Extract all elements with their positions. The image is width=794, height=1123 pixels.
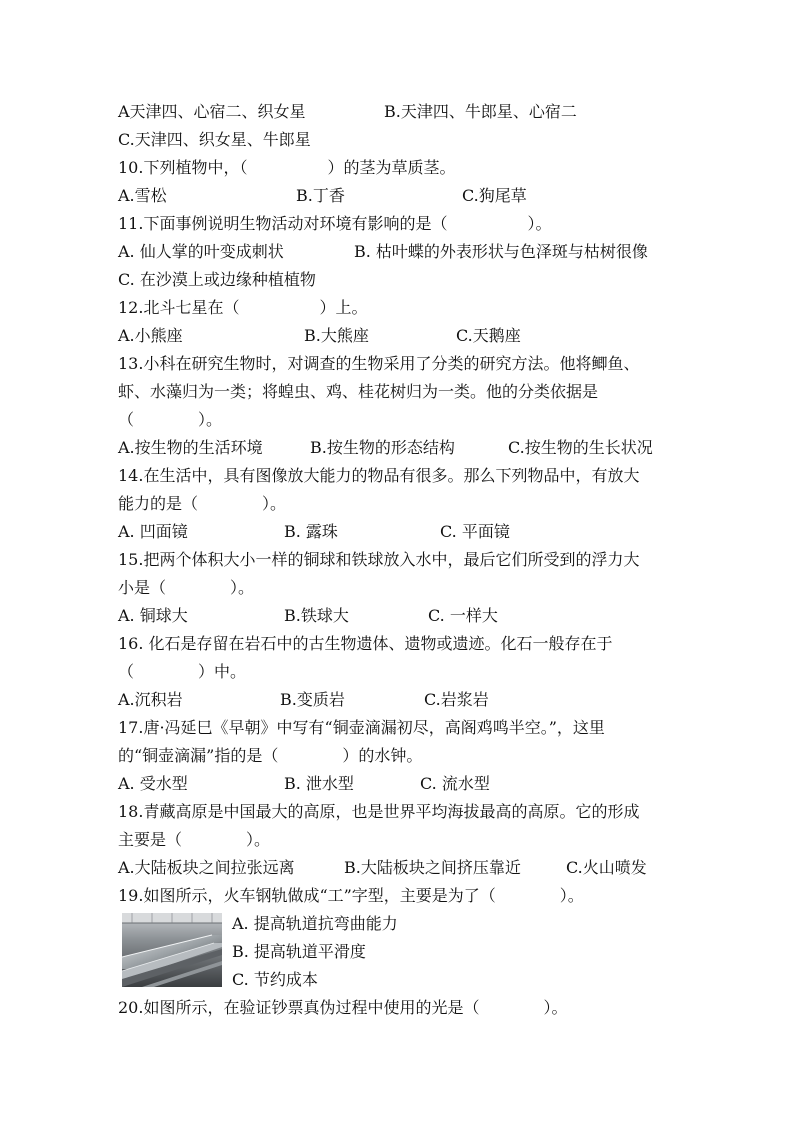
q18-stem-line-1: 18.青藏高原是中国最大的高原，也是世界平均海拔最高的高原。它的形成	[118, 802, 640, 821]
q11-stem: 11.下面事例说明生物活动对环境有影响的是（ ）。	[118, 214, 552, 233]
q9-option-c: C.天津四、织女星、牛郎星	[118, 130, 311, 149]
q18-option-a: A.大陆板块之间拉张远离	[118, 858, 295, 877]
q19-option-c: C. 节约成本	[232, 970, 318, 989]
q16-stem-line-2: （ ）中。	[118, 662, 247, 681]
q17-stem-line-2: 的“铜壶滴漏”指的是（ ）的水钟。	[118, 746, 423, 765]
q16-option-b: B.变质岩	[280, 690, 345, 709]
q15-option-c: C. 一样大	[428, 606, 498, 625]
q11-option-a: A. 仙人掌的叶变成刺状	[118, 242, 284, 261]
q17-option-b: B. 泄水型	[284, 774, 354, 793]
q18-option-b: B.大陆板块之间挤压靠近	[344, 858, 521, 877]
q9-option-a: A天津四、心宿二、织女星	[118, 102, 306, 121]
q11-option-c: C. 在沙漠上或边缘种植植物	[118, 270, 316, 289]
q16-option-a: A.沉积岩	[118, 690, 183, 709]
q12-stem: 12.北斗七星在（ ）上。	[118, 298, 368, 317]
q9-option-b: B.天津四、牛郎星、心宿二	[384, 102, 577, 121]
q15-stem-line-2: 小是（ ）。	[118, 578, 255, 597]
q19-option-b: B. 提高轨道平滑度	[232, 942, 366, 961]
q17-option-c: C. 流水型	[420, 774, 490, 793]
q15-stem-line-1: 15.把两个体积大小一样的铜球和铁球放入水中，最后它们所受到的浮力大	[118, 550, 640, 569]
q11-option-b: B. 枯叶蝶的外表形状与色泽斑与枯树很像	[354, 242, 648, 261]
q16-stem-line-1: 16. 化石是存留在岩石中的古生物遗体、遗物或遗迹。化石一般存在于	[118, 634, 613, 653]
q13-option-a: A.按生物的生活环境	[118, 438, 263, 457]
q15-option-a: A. 铜球大	[118, 606, 188, 625]
q14-option-a: A. 凹面镜	[118, 522, 188, 541]
q13-option-c: C.按生物的生长状况	[508, 438, 653, 457]
q10-stem: 10.下列植物中，（ ）的茎为草质茎。	[118, 158, 456, 177]
q13-stem-line-1: 13.小科在研究生物时，对调查的生物采用了分类的研究方法。他将鲫鱼、	[118, 354, 640, 373]
q17-stem-line-1: 17.唐·冯延巳《早朝》中写有“铜壶滴漏初尽，高阁鸡鸣半空。”，这里	[118, 718, 605, 737]
q10-option-c: C.狗尾草	[462, 186, 527, 205]
q18-stem-line-2: 主要是（ ）。	[118, 830, 271, 849]
q19-option-a: A. 提高轨道抗弯曲能力	[232, 914, 398, 933]
q13-stem-line-2: 虾、水藻归为一类；将蝗虫、鸡、桂花树归为一类。他的分类依据是	[118, 382, 599, 401]
q13-stem-line-3: （ ）。	[118, 410, 223, 429]
steel-rail-image	[122, 913, 222, 987]
q10-option-b: B.丁香	[296, 186, 345, 205]
q12-option-a: A.小熊座	[118, 326, 183, 345]
q14-option-c: C. 平面镜	[440, 522, 510, 541]
q12-option-b: B.大熊座	[304, 326, 369, 345]
q17-option-a: A. 受水型	[118, 774, 188, 793]
q13-option-b: B.按生物的形态结构	[310, 438, 455, 457]
q14-option-b: B. 露珠	[284, 522, 338, 541]
q10-option-a: A.雪松	[118, 186, 167, 205]
q16-option-c: C.岩浆岩	[424, 690, 489, 709]
q12-option-c: C.天鹅座	[456, 326, 521, 345]
q19-stem: 19.如图所示，火车钢轨做成“工”字型，主要是为了（ ）。	[118, 886, 584, 905]
steel-rail-photo	[122, 913, 222, 987]
q18-option-c: C.火山喷发	[566, 858, 647, 877]
q14-stem-line-2: 能力的是（ ）。	[118, 494, 287, 513]
q20-stem: 20.如图所示，在验证钞票真伪过程中使用的光是（ ）。	[118, 998, 568, 1017]
q14-stem-line-1: 14.在生活中，具有图像放大能力的物品有很多。那么下列物品中，有放大	[118, 466, 640, 485]
q15-option-b: B.铁球大	[284, 606, 349, 625]
